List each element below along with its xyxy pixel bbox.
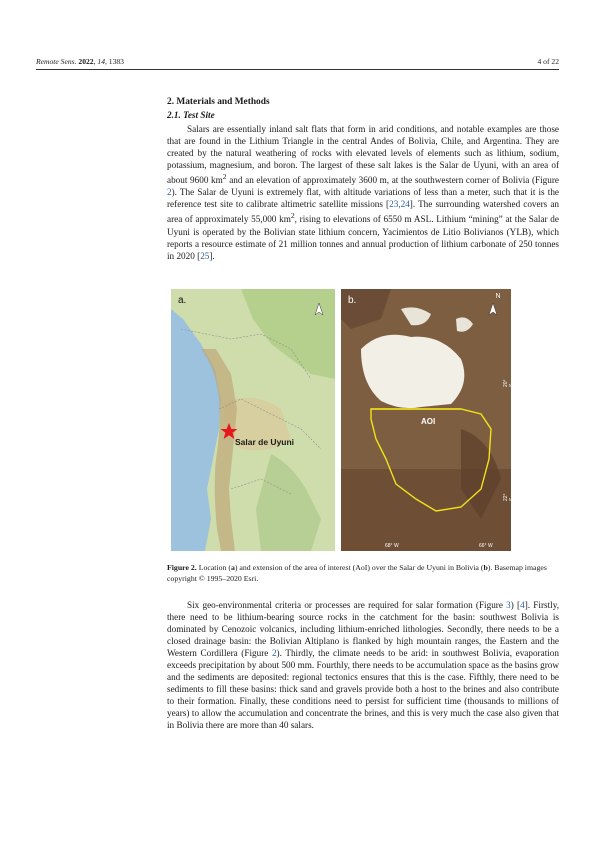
salar-de-uyuni-label: Salar de Uyuni	[235, 437, 295, 447]
latitude-label-top: 20° S	[503, 379, 515, 387]
main-text-bottom	[167, 599, 559, 732]
figure-2	[171, 289, 515, 551]
aoi-label: AOI	[421, 417, 436, 426]
panel-b-label: b.	[348, 295, 357, 306]
longitude-label-right: 66° W	[479, 543, 493, 549]
figure-reference-link[interactable]: 2	[167, 187, 172, 198]
panel-a-label: a.	[178, 295, 187, 306]
page-number: 4 of 22	[537, 57, 559, 66]
citation-link[interactable]: 23,24	[389, 199, 410, 210]
running-header	[36, 57, 559, 69]
paragraph-test-site: Salars are essentially inland salt flats that form in arid conditions, and notable examples are those that are found in the Lithium Triangle in the central Andes of Bolivia, Chile, and Argentina. They are created by the natural weathering of rocks with elevated levels of elements such as lithium, sodium, potassium, magnesium, and boron. The largest of these salt lakes is the Salar de Uyuni, with an area of about 9600 $km^2$ and an elevation of approximately 3600 m, at the southwestern corner of Bolivia (Figure 2). The Salar de Uyuni is extremely flat, with altitude variations of less than a meter, such that it is the reference test site to calibrate altimetric satellite missions [23,24]. The surrounding watershed covers an area of approximately 55,000 $km^2$, rising to elevations of 6550 m ASL. Lithium “mining” at the Salar de Uyuni is operated by the Bolivian state lithium concern, Yacimientos de Litio Bolivianos (YLB), which reports a resource estimate of 21 million tonnes and annual production of lithium carbonate of 250 tonnes in 2020 [25].	[167, 124, 560, 261]
figure-reference-link[interactable]: 3	[506, 600, 511, 610]
citation-link[interactable]: 25	[200, 250, 210, 261]
latitude-label-bottom: 22° S	[503, 493, 515, 501]
section-title: 2. Materials and Methods	[167, 97, 270, 107]
header-citation: Remote Sens. 2022, 14, 1383	[36, 57, 124, 66]
subsection-title: 2.1. Test Site	[167, 110, 215, 120]
header-rule	[36, 69, 559, 70]
satellite-map-panel	[341, 289, 515, 551]
figure-caption: Figure 2. Location (a) and extension of the area of interest (AoI) over the Salar de Uyuni in Bolivia (b). Basemap images copyright © 1995–2020 Esri.	[167, 563, 547, 583]
location-map-panel	[171, 289, 335, 551]
main-text-top	[167, 96, 559, 262]
paragraph-criteria: Six geo-environmental criteria or processes are required for salar formation (Figure 3) [4]. Firstly, there need to be lithium-bearing source rocks in the catchment for the basin: southwest Bolivia is dominated by Cenozoic volcanics, including lithium-enriched lithologies. Secondly, there needs to be a closed drainage basin: the Bolivian Altiplano is flanked by high mountain ranges, the Eastern and the Western Cordillera (Figure 2). Thirdly, the climate needs to be arid: in southwest Bolivia, evaporation exceeds precipitation by about 500 mm. Fourthly, there needs to be accumulation space as the basins grow and the sediments are deposited: regional tectonics ensures that this is the case. Fifthly, there need to be sediments to fill these basins: thick sand and gravels provide both a host to the brines and also contribute to their formation. Finally, these conditions need to persist for sufficient time (thousands to millions of years) to allow the accumulation and concentrate the brines, and this is very much the case also given that in Bolivia there are more than 40 salars.	[167, 600, 559, 731]
north-label: N	[495, 293, 501, 300]
citation-link[interactable]: 4	[520, 600, 525, 610]
figure-reference-link[interactable]: 2	[271, 648, 277, 659]
location-map	[171, 289, 335, 551]
longitude-label-left: 68° W	[385, 543, 399, 549]
